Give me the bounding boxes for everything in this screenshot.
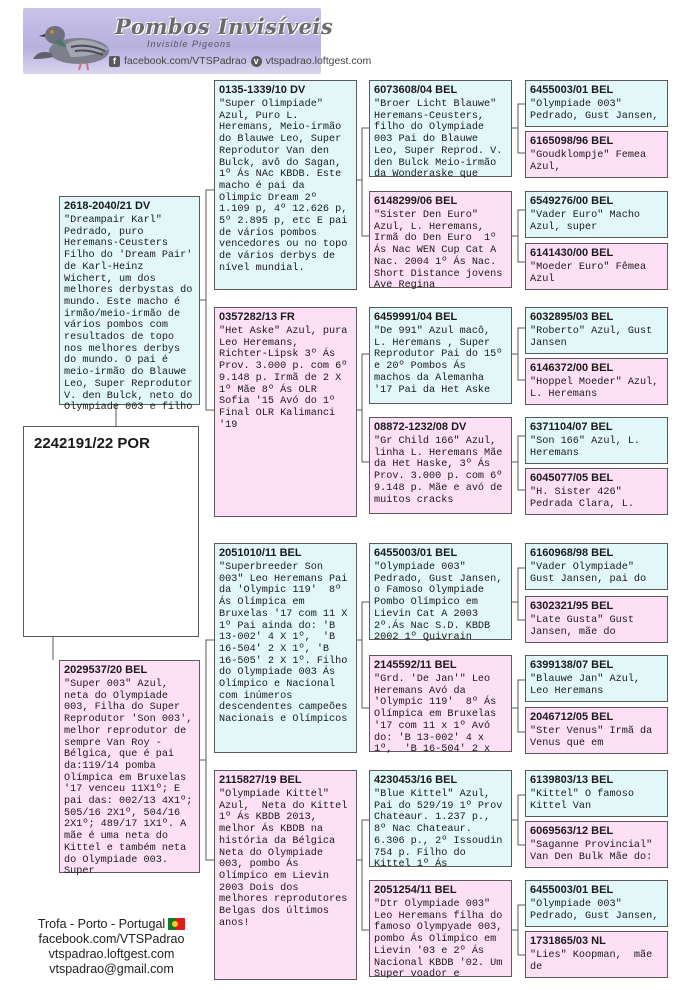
gggp-ring: 6399138/07 BEL [530,659,614,671]
footer-location-line [24,917,199,932]
gggp-ring: 6139803/13 BEL [530,774,614,786]
gggp-text: "Vader Euro" Macho Azul, super [530,210,647,233]
gggp-card [525,191,668,238]
footer-facebook-link[interactable]: facebook.com/VTSPadrao [38,932,185,946]
footer-email-link[interactable]: vtspadrao@gmail.com [49,962,174,976]
footer-location: Trofa - Porto - Portugal [37,917,166,931]
grandparent-text: "Olympiade Kittel" Azul, Neta do Kittel 1º Ás KBDB 2013, melhor Ás KBDB na história da Bélgica Neta do Olympiade 003, pombo Ás Olímpico em Lievin 2003 Dois dos melhores reprodutores Belgas dos últimos anos! [219,789,354,929]
ggp-text: "Sister Den Euro" Azul, L. Heremans, Irmã do Den Euro 1º Ás Nac WEN Cup Cat A Nac. 2004 1º Ás Nac. Short Distance jovens Ave Regina [374,210,509,292]
ggp-card [369,543,512,644]
dam-ring: 2029537/20 BEL [64,664,148,676]
gggp-card [525,80,668,127]
gggp-card [525,770,668,817]
granddam-paternal-card [214,307,357,517]
granddam-maternal-card [214,770,357,980]
gggp-ring: 6165098/96 BEL [530,135,614,147]
grandparent-ring: 2115827/19 BEL [219,774,302,786]
gggp-card [525,243,668,290]
grandparent-ring: 0357282/13 FR [219,311,295,323]
gggp-card [525,307,668,354]
grandparent-text: "Superbreeder Son 003" Leo Heremans Pai da 'Olympic 119' 8º Ás Olímpica em Bruxelas '17 com 11 X 1º Pai ainda do: 'B 13-002' 4 X 1º, 'B 16-504' 2 X 1º, 'B 16-505' 2 X 1º. Filho do Olympiade 003 Ás Olímpico e Nacional com inúmeros descendentes campeões Nacionais e Olímpicos [219,562,354,726]
ggp-text: "De 991" Azul macô, L. Heremans , Super Reprodutor Pai do 15º e 20º Pombos Ás machos da Alemanha '17 Pai da Het Aske [374,326,509,396]
gggp-text: "Goudklompje" Femea Azul, [530,150,653,173]
gggp-text: "Vader Olympiade" Gust Jansen, pai do [530,562,647,585]
ggp-ring: 6148299/06 BEL [374,195,458,207]
gggp-ring: 6455003/01 BEL [530,84,614,96]
ggp-text: "Olympiade 003" Pedrado, Gust Jansen, o Famoso Olympiade Pombo Olímpico em Lievin Cat A 2003 2º.Ás Nac S.D. KBDB 2002 1º Quivrain [374,562,509,644]
header-site-link[interactable]: vtspadrao.loftgest.com [265,55,372,67]
ggp-ring: 2051254/11 BEL [374,884,457,896]
gggp-card [525,707,668,754]
gggp-text: "Blauwe Jan" Azul, Leo Heremans [530,674,647,697]
gggp-ring: 6160968/98 BEL [530,547,614,559]
gggp-card [525,131,668,178]
gggp-card [525,417,668,464]
brand-subtitle: Invisible Pigeons [147,39,232,49]
ggp-ring: 6073608/04 BEL [374,84,458,96]
gggp-card [525,931,668,978]
footer-site-link[interactable]: vtspadrao.loftgest.com [48,947,175,961]
sire-text: "Dreampair Karl" Pedrado, puro Heremans-Ceusters Filho do 'Dream Pair' de Karl-Heinz Wichert, um dos melhores derbystas do mundo. Este macho é irmão/meio-irmão de vários pombos com resultados de topo nos melhores derbys do mundo. O pai é meio-irmão do Blauwe Leo, Super Reprodutor V. den Bulck, neto do Olympiade 003 e filho [64,215,199,414]
brand-title: Pombos Invisíveis [115,14,334,39]
gggp-ring: 6069563/12 BEL [530,825,614,837]
ggp-ring: 2145592/11 BEL [374,659,457,671]
gggp-text: "Olympiade 003" Pedrado, Gust Jansen, [530,899,659,922]
website-icon: v [251,56,262,67]
header-facebook-link[interactable]: facebook.com/VTSPadrao [124,55,247,67]
gggp-card [525,880,668,927]
gggp-card [525,543,668,590]
gggp-ring: 6032895/03 BEL [530,311,614,323]
gggp-text: "H. Sister 426" Pedrada Clara, L. [530,487,634,510]
sire-card [59,196,200,414]
ggp-card [369,417,512,514]
dam-text: "Super 003" Azul, neta do Olympiade 003, Filha do Super Reprodutor 'Son 003', melhor reprodutor de sempre Van Roy - Bélgica, que é pai da:119/14 pomba Olímpica em Bruxelas '17 venceu 11X1º; E pai das: 002/13 4X1º; 505/16 2X1º, 504/16 2X1º; 489/17 1X1º. A mãe é uma neta do Kittel e também neta do Olympiade 003. Super [64,679,199,878]
dam-card [59,660,200,878]
gggp-card [525,655,668,702]
ggp-ring: 6455003/01 BEL [374,547,458,559]
sire-ring: 2618-2040/21 DV [64,200,151,212]
ggp-text: "Blue Kittel" Azul, Pai do 529/19 1º Prov Chateaur. 1.237 p., 8º Nac Chateaur. 6.306 p., 2º Issoudin 754 p. Filho do Kittel 1º Ás [374,789,509,871]
grandsire-paternal-card [214,80,357,290]
gggp-text: "Hoppel Moeder" Azul, L. Heremans [530,377,665,400]
subject-bird [23,426,199,637]
gggp-ring: 1731865/03 NL [530,935,606,947]
ggp-text: "Grd. 'De Jan'" Leo Heremans Avó da 'Olympic 119' 8º Ás Olímpica em Bruxelas '17 com 11 x 1º Avó do: 'B 13-002' 4 x 1º, 'B 16-504' 2 x [374,674,503,756]
ggp-text: "Gr Child 166" Azul, linha L. Heremans Mãe da Het Haske, 3º Ás Prov. 3.000 p. com 6º 9.148 p. Mãe e avó de muitos cracks [374,436,509,506]
gggp-text: "Late Gusta" Gust Jansen, mãe do [530,615,641,638]
gggp-card [525,468,668,515]
ggp-card [369,770,512,871]
gggp-ring: 6302321/95 BEL [530,600,614,612]
ggp-ring: 4230453/16 BEL [374,774,458,786]
ggp-ring: 6459991/04 BEL [374,311,458,323]
gggp-ring: 6141430/00 BEL [530,247,614,259]
grandparent-text: "Super Olimpiade" Azul, Puro L. Heremans, Meio-irmão do Blauwe Leo, Super Reprodutor Van den Bulck, avô do Sagan, 1º Ás NAc KBDB. Este macho é pai da Olimpic Dream 2º 1.109 p, 4º 12.626 p, 5º 2.895 p, etc E pai de vários pombos vencedores ou no topo de vários derbys de nível mundial. [219,99,354,274]
grandparent-ring: 2051010/11 BEL [219,547,302,559]
ggp-text: "Broer Licht Blauwe" Heremans-Ceusters, filho do Olympiade 003 Pai do Blauwe Leo, Super Reprod. V. den Bulck Meio-irmão da Wonderaske que [374,99,509,181]
gggp-ring: 6045077/05 BEL [530,472,614,484]
gggp-ring: 6549276/00 BEL [530,195,614,207]
facebook-icon: f [109,56,120,67]
ggp-text: "Dtr Olympiade 003" Leo Heremans filha do famoso Olympyade 003, pombo Ás Olímpico em Lievin '03 e 2º Ás Nacional KBDB '02. Um Super voador e [374,899,509,981]
footer-contact [24,917,199,977]
gggp-text: "Son 166" Azul, L. Heremans [530,436,647,459]
ggp-ring: 08872-1232/08 DV [374,421,467,433]
gggp-card [525,596,668,643]
gggp-ring: 6146372/00 BEL [530,362,614,374]
gggp-ring: 6455003/01 BEL [530,884,614,896]
gggp-text: "Saganne Provincial" Van Den Bulk Mãe do: [530,840,659,863]
header-links [109,55,371,67]
gggp-card [525,358,668,405]
ggp-card [369,655,512,756]
gggp-ring: 2046712/05 BEL [530,711,614,723]
ggp-card [369,880,512,981]
ggp-card [369,191,512,292]
portugal-flag-icon [168,918,185,930]
grandparent-text: "Het Aske" Azul, pura Leo Heremans, Richter-Lipsk 3º Ás Prov. 3.000 p. com 6º 9.148 p. Irmã de 2 X 1º Mãe 8º Ás OLR Sofia '15 Avó do 1º Final OLR Kalimanci '19 [219,326,354,431]
gggp-text: "Roberto" Azul, Gust Jansen [530,326,659,349]
gggp-card [525,821,668,868]
ggp-card [369,307,512,404]
header-banner [23,8,372,74]
gggp-text: "Kittel" O famoso Kittel Van [530,789,641,812]
gggp-text: "Olympiade 003" Pedrado, Gust Jansen, [530,99,659,122]
grandsire-maternal-card [214,543,357,753]
gggp-ring: 6371104/07 BEL [530,421,613,433]
gggp-text: "Ster Venus" Irmã da Venus que em [530,726,659,749]
grandparent-ring: 0135-1339/10 DV [219,84,306,96]
ggp-card [369,80,512,181]
subject-ring: 2242191/22 POR [34,435,150,452]
gggp-text: "Moeder Euro" Fêmea Azul [530,262,653,285]
gggp-text: "Lies" Koopman, mãe de [530,950,659,973]
